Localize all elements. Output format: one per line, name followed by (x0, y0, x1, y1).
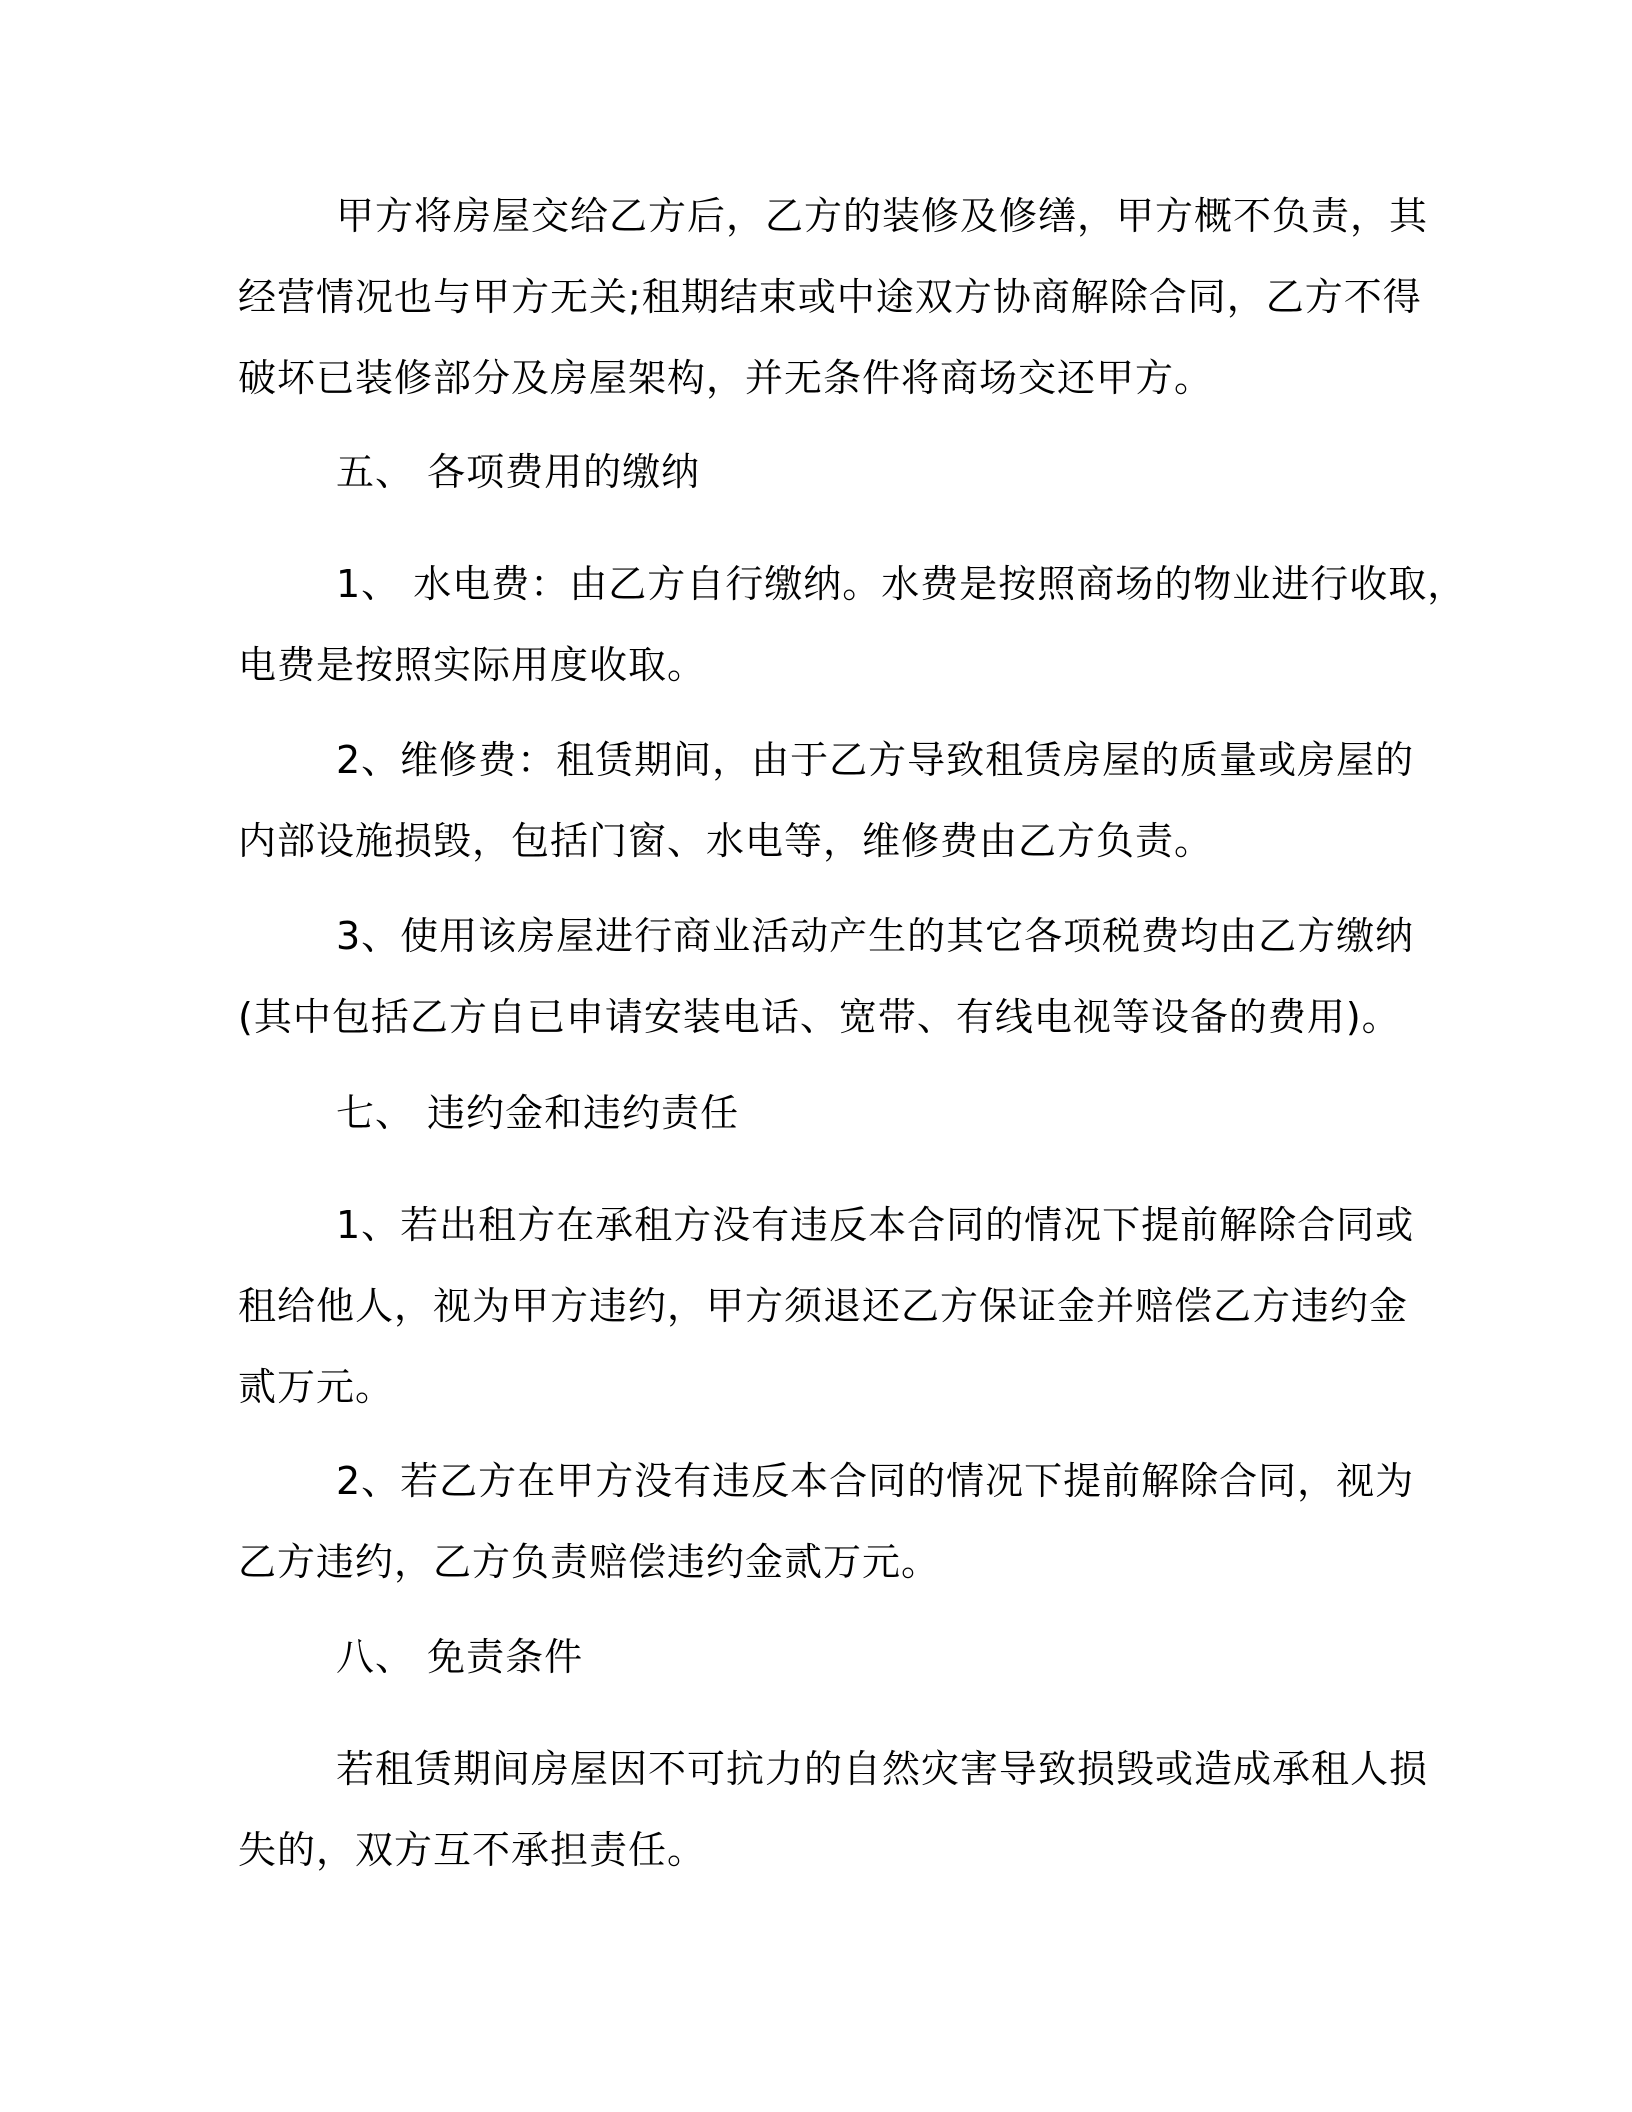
text-line: 破坏已装修部分及房屋架构，并无条件将商场交还甲方。 (238, 356, 1214, 400)
section-heading-breach (238, 1073, 1388, 1154)
section-heading-exemption (238, 1617, 1388, 1698)
paragraph-lessee-breach (238, 1441, 1415, 1603)
heading-text: 八、 免责条件 (336, 1635, 584, 1679)
paragraph-force-majeure (238, 1729, 1429, 1891)
heading-text: 五、 各项费用的缴纳 (336, 450, 701, 494)
section-heading-fees (238, 432, 1388, 513)
paragraph-handover-clause (238, 176, 1429, 419)
text-line: 甲方将房屋交给乙方后，乙方的装修及修缮，甲方概不负责，其 (336, 194, 1429, 238)
text-line: 失的，双方互不承担责任。 (238, 1828, 707, 1872)
text-line: 1、若出租方在承租方没有违反本合同的情况下提前解除合同或 (336, 1203, 1415, 1247)
text-line: 贰万元。 (238, 1365, 395, 1409)
text-line: 2、维修费：租赁期间，由于乙方导致租赁房屋的质量或房屋的 (336, 738, 1415, 782)
paragraph-utilities (238, 544, 1467, 706)
text-line: 内部设施损毁，包括门窗、水电等，维修费由乙方负责。 (238, 819, 1214, 863)
text-line: 2、若乙方在甲方没有违反本合同的情况下提前解除合同，视为 (336, 1459, 1415, 1503)
text-line: 经营情况也与甲方无关;租期结束或中途双方协商解除合同，乙方不得 (238, 275, 1422, 319)
paragraph-maintenance (238, 720, 1415, 882)
text-line: (其中包括乙方自已申请安装电话、宽带、有线电视等设备的费用)。 (238, 995, 1401, 1039)
text-line: 电费是按照实际用度收取。 (238, 643, 707, 687)
text-line: 若租赁期间房屋因不可抗力的自然灾害导致损毁或造成承租人损 (336, 1747, 1429, 1791)
paragraph-lessor-breach (238, 1185, 1415, 1428)
heading-text: 七、 违约金和违约责任 (336, 1091, 740, 1135)
text-line: 租给他人，视为甲方违约，甲方须退还乙方保证金并赔偿乙方违约金 (238, 1284, 1409, 1328)
text-line: 3、使用该房屋进行商业活动产生的其它各项税费均由乙方缴纳 (336, 914, 1415, 958)
text-line: 乙方违约，乙方负责赔偿违约金贰万元。 (238, 1540, 941, 1584)
text-line: 1、 水电费：由乙方自行缴纳。水费是按照商场的物业进行收取， (336, 562, 1467, 606)
paragraph-taxes (238, 896, 1415, 1058)
